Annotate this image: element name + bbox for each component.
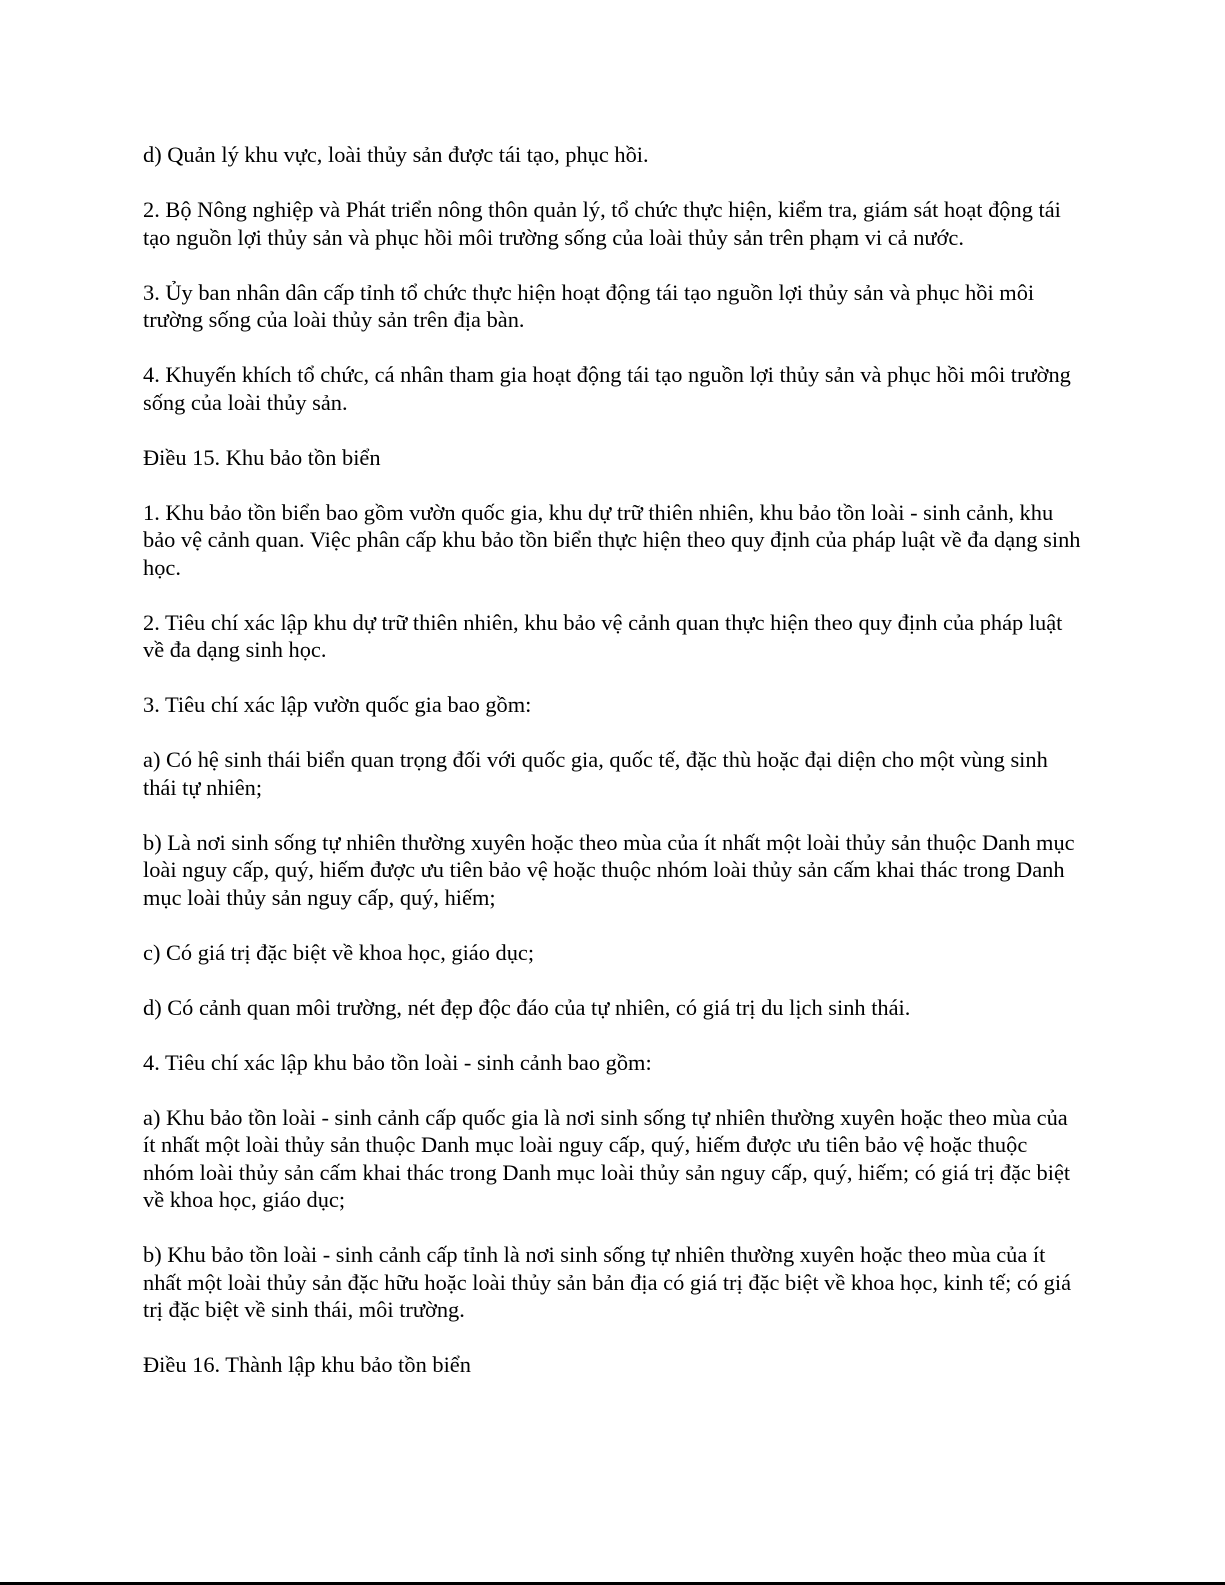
paragraph-article15-clause-3c: c) Có giá trị đặc biệt về khoa học, giáo dục;	[143, 939, 535, 965]
paragraph-article15-clause-1: 1. Khu bảo tồn biển bao gồm vườn quốc gia, khu dự trữ thiên nhiên, khu bảo tồn loài - sinh cảnh, khu bảo vệ cảnh quan. Việc phân cấp khu bảo tồn biển thực hiện theo quy định của pháp luật về đa dạng sinh học.	[143, 499, 1081, 580]
paragraph-clause-2: 2. Bộ Nông nghiệp và Phát triển nông thôn quản lý, tổ chức thực hiện, kiểm tra, giám sát hoạt động tái tạo nguồn lợi thủy sản và phục hồi môi trường sống của loài thủy sản trên phạm vi cả nước.	[143, 197, 1061, 250]
paragraph-article15-clause-3: 3. Tiêu chí xác lập vườn quốc gia bao gồm:	[143, 692, 532, 717]
paragraph-clause-3: 3. Ủy ban nhân dân cấp tỉnh tổ chức thực hiện hoạt động tái tạo nguồn lợi thủy sản và phục hồi môi trường sống của loài thủy sản trên địa bàn.	[143, 279, 1035, 332]
paragraph-article15-clause-3a: a) Có hệ sinh thái biển quan trọng đối với quốc gia, quốc tế, đặc thù hoặc đại diện cho một vùng sinh thái tự nhiên;	[143, 747, 1048, 800]
paragraph-article15-clause-3d: d) Có cảnh quan môi trường, nét đẹp độc đáo của tự nhiên, có giá trị du lịch sinh thái.	[143, 994, 911, 1020]
paragraph-clause-1d: d) Quản lý khu vực, loài thủy sản được tái tạo, phục hồi.	[143, 142, 649, 167]
article-heading-16: Điều 16. Thành lập khu bảo tồn biển	[143, 1352, 471, 1377]
paragraph-article15-clause-4a: a) Khu bảo tồn loài - sinh cảnh cấp quốc gia là nơi sinh sống tự nhiên thường xuyên hoặc theo mùa của ít nhất một loài thủy sản thuộc Danh mục loài nguy cấp, quý, hiếm được ưu tiên bảo vệ hoặc thuộc nhóm loài thủy sản cấm khai thác trong Danh mục loài thủy sản nguy cấp, quý, hiếm; có giá trị đặc biệt về khoa học, giáo dục;	[143, 1104, 1071, 1212]
document-body	[143, 141, 1083, 1406]
paragraph-article15-clause-4b: b) Khu bảo tồn loài - sinh cảnh cấp tỉnh là nơi sinh sống tự nhiên thường xuyên hoặc theo mùa của ít nhất một loài thủy sản đặc hữu hoặc loài thủy sản bản địa có giá trị đặc biệt về khoa học, kinh tế; có giá trị đặc biệt về sinh thái, môi trường.	[143, 1242, 1072, 1322]
paragraph-article15-clause-4: 4. Tiêu chí xác lập khu bảo tồn loài - sinh cảnh bao gồm:	[143, 1049, 652, 1075]
paragraph-article15-clause-3b: b) Là nơi sinh sống tự nhiên thường xuyên hoặc theo mùa của ít nhất một loài thủy sản thuộc Danh mục loài nguy cấp, quý, hiếm được ưu tiên bảo vệ hoặc thuộc nhóm loài thủy sản cấm khai thác trong Danh mục loài thủy sản nguy cấp, quý, hiếm;	[143, 829, 1075, 910]
article-heading-15: Điều 15. Khu bảo tồn biển	[143, 444, 381, 470]
paragraph-clause-4: 4. Khuyến khích tổ chức, cá nhân tham gia hoạt động tái tạo nguồn lợi thủy sản và phục hồi môi trường sống của loài thủy sản.	[143, 362, 1071, 415]
paragraph-article15-clause-2: 2. Tiêu chí xác lập khu dự trữ thiên nhiên, khu bảo vệ cảnh quan thực hiện theo quy định của pháp luật về đa dạng sinh học.	[143, 609, 1063, 662]
